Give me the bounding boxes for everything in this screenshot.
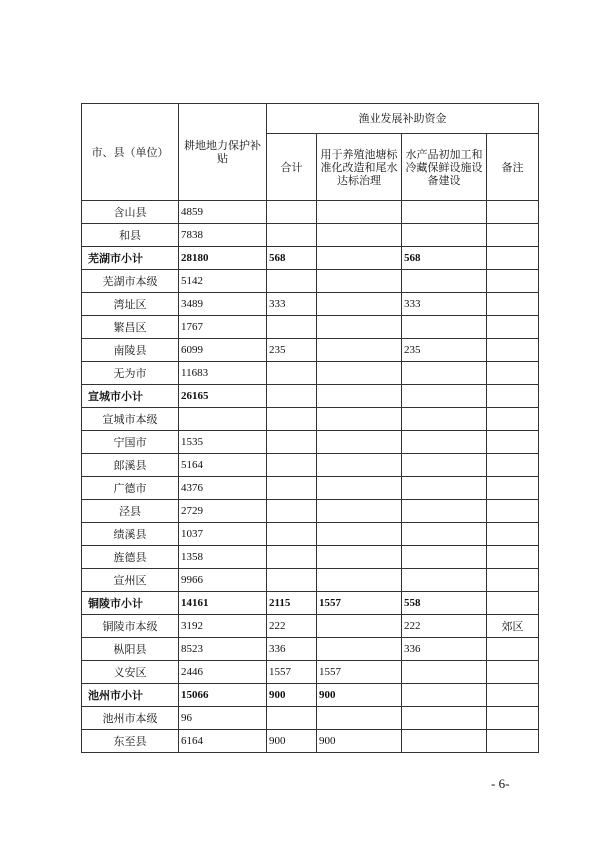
note-cell	[487, 339, 539, 362]
cold-chain-cell	[402, 730, 487, 753]
cold-chain-cell	[402, 500, 487, 523]
region-cell: 铜陵市小计	[82, 592, 179, 615]
farmland-cell: 3192	[179, 615, 267, 638]
total-cell	[267, 316, 317, 339]
header-total: 合计	[267, 134, 317, 201]
farmland-cell	[179, 408, 267, 431]
region-cell: 绩溪县	[82, 523, 179, 546]
farmland-cell: 1767	[179, 316, 267, 339]
total-cell: 900	[267, 684, 317, 707]
cold-chain-cell	[402, 477, 487, 500]
note-cell	[487, 247, 539, 270]
region-cell: 旌德县	[82, 546, 179, 569]
total-cell	[267, 224, 317, 247]
pond-cell	[317, 477, 402, 500]
note-cell	[487, 316, 539, 339]
cold-chain-cell	[402, 408, 487, 431]
cold-chain-cell: 222	[402, 615, 487, 638]
header-cold-chain: 水产品初加工和冷藏保鲜设施设备建设	[402, 134, 487, 201]
cold-chain-cell	[402, 316, 487, 339]
region-cell: 湾址区	[82, 293, 179, 316]
cold-chain-cell	[402, 362, 487, 385]
total-cell: 2115	[267, 592, 317, 615]
total-cell	[267, 201, 317, 224]
total-cell: 568	[267, 247, 317, 270]
farmland-cell: 8523	[179, 638, 267, 661]
header-farmland-subsidy: 耕地地力保护补贴	[179, 104, 267, 201]
note-cell	[487, 293, 539, 316]
farmland-cell: 2446	[179, 661, 267, 684]
farmland-cell: 15066	[179, 684, 267, 707]
cold-chain-cell: 235	[402, 339, 487, 362]
total-cell	[267, 523, 317, 546]
note-cell	[487, 454, 539, 477]
table-row	[82, 730, 539, 753]
pond-cell: 1557	[317, 592, 402, 615]
pond-cell	[317, 431, 402, 454]
table-row	[82, 477, 539, 500]
pond-cell: 900	[317, 684, 402, 707]
pond-cell: 900	[317, 730, 402, 753]
cold-chain-cell	[402, 684, 487, 707]
cold-chain-cell	[402, 523, 487, 546]
farmland-cell: 14161	[179, 592, 267, 615]
pond-cell	[317, 293, 402, 316]
region-cell: 泾县	[82, 500, 179, 523]
table-row	[82, 316, 539, 339]
farmland-cell: 11683	[179, 362, 267, 385]
cold-chain-cell: 558	[402, 592, 487, 615]
table-row	[82, 615, 539, 638]
farmland-cell: 9966	[179, 569, 267, 592]
total-cell	[267, 477, 317, 500]
header-pond-renovation: 用于养殖池塘标准化改造和尾水达标治理	[317, 134, 402, 201]
cold-chain-cell	[402, 546, 487, 569]
subtotal-row	[82, 385, 539, 408]
subtotal-row	[82, 592, 539, 615]
farmland-cell: 1037	[179, 523, 267, 546]
table-row	[82, 569, 539, 592]
table-row	[82, 362, 539, 385]
table-row	[82, 293, 539, 316]
region-cell: 芜湖市小计	[82, 247, 179, 270]
cold-chain-cell	[402, 201, 487, 224]
table-row	[82, 707, 539, 730]
note-cell	[487, 546, 539, 569]
cold-chain-cell	[402, 569, 487, 592]
note-cell	[487, 730, 539, 753]
total-cell	[267, 707, 317, 730]
note-cell	[487, 477, 539, 500]
region-cell: 宁国市	[82, 431, 179, 454]
pond-cell	[317, 224, 402, 247]
total-cell: 336	[267, 638, 317, 661]
farmland-cell: 7838	[179, 224, 267, 247]
total-cell	[267, 454, 317, 477]
total-cell	[267, 408, 317, 431]
table-row	[82, 339, 539, 362]
region-cell: 宣州区	[82, 569, 179, 592]
note-cell	[487, 201, 539, 224]
cold-chain-cell: 333	[402, 293, 487, 316]
cold-chain-cell	[402, 454, 487, 477]
table-row	[82, 500, 539, 523]
table-row	[82, 408, 539, 431]
farmland-cell: 2729	[179, 500, 267, 523]
cold-chain-cell: 336	[402, 638, 487, 661]
table-row	[82, 454, 539, 477]
table-row	[82, 431, 539, 454]
table-row	[82, 224, 539, 247]
farmland-cell: 1535	[179, 431, 267, 454]
cold-chain-cell	[402, 270, 487, 293]
cold-chain-cell	[402, 224, 487, 247]
table-row	[82, 546, 539, 569]
pond-cell	[317, 362, 402, 385]
note-cell	[487, 362, 539, 385]
pond-cell	[317, 201, 402, 224]
region-cell: 池州市小计	[82, 684, 179, 707]
table-row	[82, 523, 539, 546]
note-cell: 郊区	[487, 615, 539, 638]
subsidy-table	[81, 103, 539, 753]
note-cell	[487, 270, 539, 293]
cold-chain-cell	[402, 431, 487, 454]
note-cell	[487, 638, 539, 661]
total-cell	[267, 500, 317, 523]
farmland-cell: 6099	[179, 339, 267, 362]
region-cell: 宣城市本级	[82, 408, 179, 431]
pond-cell: 1557	[317, 661, 402, 684]
note-cell	[487, 408, 539, 431]
note-cell	[487, 224, 539, 247]
pond-cell	[317, 523, 402, 546]
table-row	[82, 201, 539, 224]
total-cell: 333	[267, 293, 317, 316]
region-cell: 郎溪县	[82, 454, 179, 477]
pond-cell	[317, 270, 402, 293]
region-cell: 含山县	[82, 201, 179, 224]
cold-chain-cell	[402, 661, 487, 684]
pond-cell	[317, 638, 402, 661]
farmland-cell: 6164	[179, 730, 267, 753]
subtotal-row	[82, 684, 539, 707]
total-cell	[267, 362, 317, 385]
total-cell: 1557	[267, 661, 317, 684]
farmland-cell: 96	[179, 707, 267, 730]
pond-cell	[317, 316, 402, 339]
total-cell	[267, 385, 317, 408]
farmland-cell: 3489	[179, 293, 267, 316]
region-cell: 池州市本级	[82, 707, 179, 730]
region-cell: 广德市	[82, 477, 179, 500]
region-cell: 和县	[82, 224, 179, 247]
pond-cell	[317, 339, 402, 362]
header-region: 市、县（单位）	[82, 104, 179, 201]
note-cell	[487, 684, 539, 707]
table-row	[82, 638, 539, 661]
region-cell: 义安区	[82, 661, 179, 684]
subtotal-row	[82, 247, 539, 270]
note-cell	[487, 569, 539, 592]
region-cell: 无为市	[82, 362, 179, 385]
note-cell	[487, 500, 539, 523]
pond-cell	[317, 454, 402, 477]
header-fishery-fund: 渔业发展补助资金	[267, 104, 539, 134]
region-cell: 枞阳县	[82, 638, 179, 661]
farmland-cell: 5142	[179, 270, 267, 293]
farmland-cell: 1358	[179, 546, 267, 569]
table-body	[82, 201, 539, 753]
pond-cell	[317, 546, 402, 569]
total-cell: 222	[267, 615, 317, 638]
region-cell: 东至县	[82, 730, 179, 753]
farmland-cell: 4859	[179, 201, 267, 224]
farmland-cell: 26165	[179, 385, 267, 408]
note-cell	[487, 661, 539, 684]
pond-cell	[317, 408, 402, 431]
table-row	[82, 661, 539, 684]
total-cell	[267, 431, 317, 454]
total-cell	[267, 270, 317, 293]
cold-chain-cell: 568	[402, 247, 487, 270]
total-cell: 900	[267, 730, 317, 753]
cold-chain-cell	[402, 707, 487, 730]
total-cell	[267, 569, 317, 592]
table-row	[82, 270, 539, 293]
note-cell	[487, 385, 539, 408]
farmland-cell: 28180	[179, 247, 267, 270]
region-cell: 宣城市小计	[82, 385, 179, 408]
region-cell: 南陵县	[82, 339, 179, 362]
pond-cell	[317, 385, 402, 408]
pond-cell	[317, 569, 402, 592]
farmland-cell: 5164	[179, 454, 267, 477]
note-cell	[487, 592, 539, 615]
cold-chain-cell	[402, 385, 487, 408]
region-cell: 铜陵市本级	[82, 615, 179, 638]
note-cell	[487, 523, 539, 546]
pond-cell	[317, 500, 402, 523]
page-number: - 6-	[491, 776, 510, 791]
region-cell: 芜湖市本级	[82, 270, 179, 293]
note-cell	[487, 431, 539, 454]
region-cell: 繁昌区	[82, 316, 179, 339]
note-cell	[487, 707, 539, 730]
farmland-cell: 4376	[179, 477, 267, 500]
pond-cell	[317, 615, 402, 638]
pond-cell	[317, 247, 402, 270]
total-cell	[267, 546, 317, 569]
total-cell: 235	[267, 339, 317, 362]
header-note: 备注	[487, 134, 539, 201]
pond-cell	[317, 707, 402, 730]
